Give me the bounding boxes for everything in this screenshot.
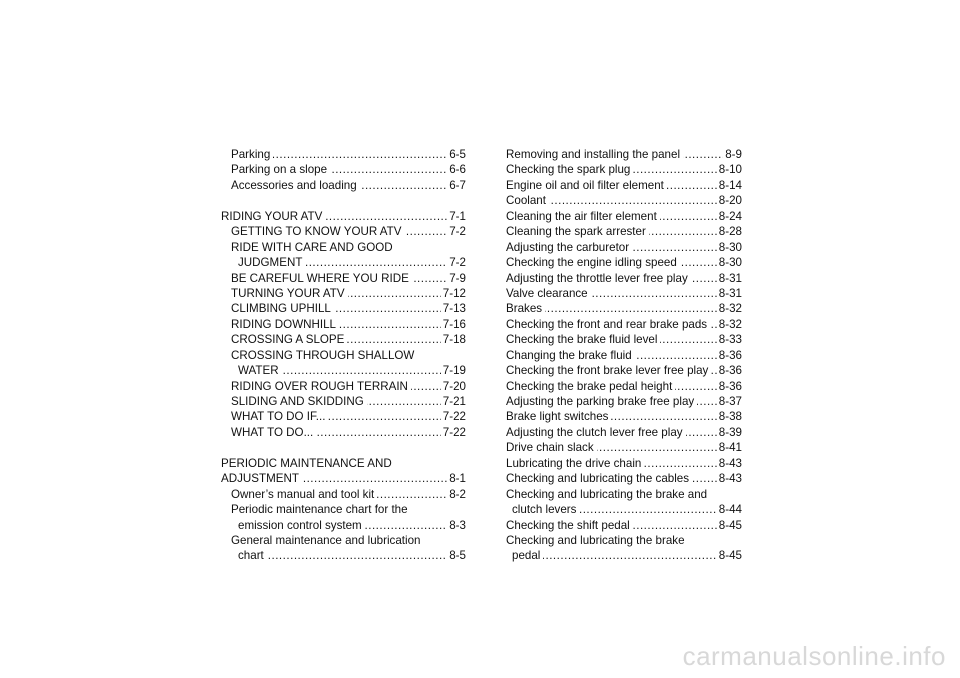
- toc-entry[interactable]: [221, 224, 466, 239]
- toc-entry[interactable]: [221, 162, 466, 177]
- toc-entry-title: PERIODIC MAINTENANCE AND: [221, 457, 395, 470]
- toc-entry[interactable]: [506, 332, 742, 347]
- toc-entry-title: Checking the brake fluid level: [506, 333, 660, 346]
- toc-entry[interactable]: [506, 162, 742, 177]
- leader-dots: [238, 548, 466, 563]
- toc-entry-page: 7-12: [442, 286, 466, 300]
- toc-entry[interactable]: [506, 487, 742, 502]
- toc-entry[interactable]: [506, 425, 742, 440]
- toc-entry[interactable]: [221, 487, 466, 502]
- toc-entry-page: 8-37: [718, 395, 742, 408]
- toc-entry[interactable]: [506, 409, 742, 424]
- toc-entry-title: CLIMBING UPHILL: [231, 302, 334, 315]
- toc-entry-page: 8-43: [718, 456, 742, 470]
- toc-entry[interactable]: [221, 348, 466, 363]
- toc-entry-title: Checking and lubricating the cables: [506, 472, 692, 485]
- toc-entry-title: Adjusting the carburetor: [506, 241, 632, 254]
- toc-entry[interactable]: [506, 271, 742, 286]
- toc-entry-title: Changing the brake fluid: [506, 349, 635, 362]
- toc-entry-title: WHAT TO DO IF...: [231, 410, 328, 423]
- toc-entry-title: Accessories and loading: [231, 179, 360, 192]
- toc-entry-page: 8-45: [718, 549, 742, 563]
- toc-entry-page: 8-10: [718, 163, 742, 177]
- toc-entry-page: 8-43: [718, 472, 742, 486]
- toc-entry-page: 8-30: [718, 256, 742, 270]
- toc-entry-page: 8-20: [718, 194, 742, 208]
- leader-dots: [512, 548, 742, 563]
- toc-entry-title: Checking the spark plug: [506, 163, 633, 176]
- toc-entry[interactable]: [221, 147, 466, 162]
- toc-entry-title: General maintenance and lubrication: [231, 534, 424, 547]
- toc-entry-title: Cleaning the spark arrester: [506, 225, 649, 238]
- toc-entry[interactable]: [506, 178, 742, 193]
- toc-entry-title: Checking the brake pedal height: [506, 380, 675, 393]
- toc-entry-page: 8-24: [718, 209, 742, 223]
- toc-entry[interactable]: [506, 147, 742, 162]
- toc-entry[interactable]: [221, 548, 466, 563]
- toc-entry-title: WHAT TO DO...: [231, 426, 316, 439]
- toc-entry-page: 8-36: [718, 348, 742, 362]
- toc-entry-title: Removing and installing the panel: [506, 148, 683, 161]
- toc-entry[interactable]: [221, 471, 466, 486]
- toc-entry[interactable]: [506, 209, 742, 224]
- toc-entry-page: 8-45: [718, 518, 742, 532]
- toc-entry-title: CROSSING A SLOPE: [231, 333, 347, 346]
- toc-entry-page: 6-7: [449, 178, 466, 192]
- toc-entry[interactable]: [506, 240, 742, 255]
- toc-entry[interactable]: [506, 502, 742, 517]
- toc-entry[interactable]: [506, 348, 742, 363]
- toc-entry[interactable]: [506, 518, 742, 533]
- toc-entry[interactable]: [221, 178, 466, 193]
- toc-entry-page: 8-39: [718, 425, 742, 439]
- toc-entry-title: RIDE WITH CARE AND GOOD: [231, 241, 396, 254]
- toc-entry-page: 7-21: [442, 395, 466, 408]
- toc-entry-title: Adjusting the parking brake free play: [506, 395, 697, 408]
- toc-entry-page: 7-2: [449, 256, 466, 270]
- toc-entry-page: 8-44: [718, 503, 742, 517]
- toc-entry-page: 7-19: [442, 364, 466, 378]
- toc-entry-title: Brake light switches: [506, 410, 611, 423]
- toc-entry-title: Coolant: [506, 194, 549, 207]
- toc-entry-title: emission control system: [238, 519, 365, 532]
- toc-entry-title: RIDING DOWNHILL: [231, 318, 339, 331]
- toc-spacer: [221, 193, 466, 208]
- toc-entry-title: RIDING OVER ROUGH TERRAIN: [231, 380, 411, 393]
- toc-entry-page: 8-33: [718, 333, 742, 347]
- toc-entry-title: chart: [238, 549, 267, 562]
- toc-entry[interactable]: [221, 456, 466, 471]
- toc-entry-page: 8-36: [718, 364, 742, 378]
- toc-entry-title: pedal: [512, 549, 543, 562]
- toc-entry-title: Drive chain slack: [506, 441, 597, 454]
- toc-entry-title: Owner’s manual and tool kit: [231, 488, 377, 501]
- toc-entry-page: 7-22: [442, 410, 466, 424]
- toc-entry[interactable]: [221, 379, 466, 394]
- toc-entry[interactable]: [506, 301, 742, 316]
- watermark: carmanualsonline.info: [682, 641, 946, 671]
- toc-entry-title: RIDING YOUR ATV: [221, 210, 325, 223]
- toc-entry-page: 8-1: [449, 472, 466, 486]
- toc-entry[interactable]: [221, 286, 466, 301]
- toc-entry-title: CROSSING THROUGH SHALLOW: [231, 349, 417, 362]
- toc-entry-title: TURNING YOUR ATV: [231, 287, 348, 300]
- toc-entry[interactable]: [221, 301, 466, 316]
- toc-entry-page: 6-6: [449, 163, 466, 177]
- toc-entry[interactable]: [506, 394, 742, 409]
- toc-entry[interactable]: [221, 332, 466, 347]
- toc-entry[interactable]: [506, 471, 742, 486]
- toc-entry-title: GETTING TO KNOW YOUR ATV: [231, 225, 405, 238]
- toc-column-right: [506, 147, 742, 564]
- toc-entry-title: Brakes: [506, 302, 545, 315]
- toc-entry-title: Periodic maintenance chart for the: [231, 503, 411, 516]
- toc-entry-title: Checking and lubricating the brake and: [506, 488, 710, 501]
- toc-entry-title: JUDGMENT: [238, 256, 305, 269]
- toc-entry-title: Engine oil and oil filter element: [506, 179, 667, 192]
- toc-entry[interactable]: [221, 533, 466, 548]
- toc-entry-page: 8-41: [718, 441, 742, 455]
- toc-entry[interactable]: [221, 240, 466, 255]
- toc-entry[interactable]: [221, 518, 466, 533]
- toc-entry-page: 8-2: [449, 487, 466, 501]
- toc-entry-page: 7-9: [449, 271, 466, 285]
- toc-spacer: [221, 440, 466, 455]
- toc-entry-page: 8-30: [718, 240, 742, 254]
- toc-entry-page: 7-13: [442, 302, 466, 316]
- toc-entry-title: Valve clearance: [506, 287, 591, 300]
- toc-entry-title: Cleaning the air filter element: [506, 210, 660, 223]
- toc-column-left: [221, 147, 466, 564]
- toc-entry-title: Lubricating the drive chain: [506, 457, 644, 470]
- toc-entry-page: 8-3: [449, 518, 466, 532]
- toc-entry[interactable]: [506, 193, 742, 208]
- toc-entry-title: Checking and lubricating the brake: [506, 534, 688, 547]
- toc-entry-page: 6-5: [449, 148, 466, 161]
- toc-entry-title: WATER: [238, 364, 282, 377]
- toc-entry-page: 8-14: [718, 178, 742, 192]
- toc-entry[interactable]: [221, 271, 466, 286]
- toc-entry[interactable]: [506, 363, 742, 378]
- toc-entry-title: clutch levers: [512, 503, 579, 516]
- toc-entry-page: 8-32: [718, 302, 742, 316]
- toc-entry-page: 8-38: [718, 410, 742, 424]
- toc-entry-page: 8-28: [718, 225, 742, 239]
- toc-entry[interactable]: [506, 286, 742, 301]
- toc-entry-title: BE CAREFUL WHERE YOU RIDE: [231, 272, 412, 285]
- toc-entry-title: Parking: [231, 148, 273, 161]
- toc-entry-page: 7-1: [449, 209, 466, 223]
- toc-entry[interactable]: [506, 379, 742, 394]
- toc-entry[interactable]: [221, 409, 466, 424]
- toc-entry-title: Adjusting the throttle lever free play: [506, 272, 691, 285]
- toc-entry[interactable]: [506, 548, 742, 563]
- toc-entry[interactable]: [221, 363, 466, 378]
- toc-entry-page: 8-32: [718, 317, 742, 331]
- toc-entry-title: Parking on a slope: [231, 163, 330, 176]
- toc-entry-title: Checking the front brake lever free play: [506, 364, 711, 377]
- toc-entry[interactable]: [221, 425, 466, 440]
- toc-entry[interactable]: [506, 317, 742, 332]
- toc-entry-title: ADJUSTMENT: [221, 472, 302, 485]
- toc-entry-title: Checking the shift pedal: [506, 519, 633, 532]
- toc-entry-page: 8-5: [449, 549, 466, 563]
- toc-entry[interactable]: [506, 533, 742, 548]
- toc-entry[interactable]: [221, 255, 466, 270]
- toc-entry[interactable]: [506, 440, 742, 455]
- toc-entry-page: 7-20: [442, 379, 466, 393]
- toc-entry[interactable]: [506, 224, 742, 239]
- toc-entry-page: 8-36: [718, 379, 742, 393]
- toc-entry[interactable]: [221, 209, 466, 224]
- toc-entry-page: 8-31: [718, 286, 742, 300]
- toc-entry-page: 8-9: [725, 148, 742, 161]
- toc-entry-title: Checking the engine idling speed: [506, 256, 680, 269]
- toc-entry-page: 7-16: [442, 317, 466, 331]
- toc-entry-page: 8-31: [718, 271, 742, 285]
- toc-entry[interactable]: [506, 255, 742, 270]
- toc-entry[interactable]: [506, 456, 742, 471]
- toc-entry-page: 7-18: [442, 333, 466, 347]
- toc-entry-title: Checking the front and rear brake pads: [506, 318, 710, 331]
- toc-entry-page: 7-22: [442, 425, 466, 439]
- toc-entry-page: 7-2: [449, 225, 466, 239]
- toc-entry[interactable]: [221, 394, 466, 409]
- toc-entry-title: Adjusting the clutch lever free play: [506, 426, 686, 439]
- toc-entry[interactable]: [221, 317, 466, 332]
- toc-entry-title: SLIDING AND SKIDDING: [231, 395, 367, 408]
- toc-entry[interactable]: [221, 502, 466, 517]
